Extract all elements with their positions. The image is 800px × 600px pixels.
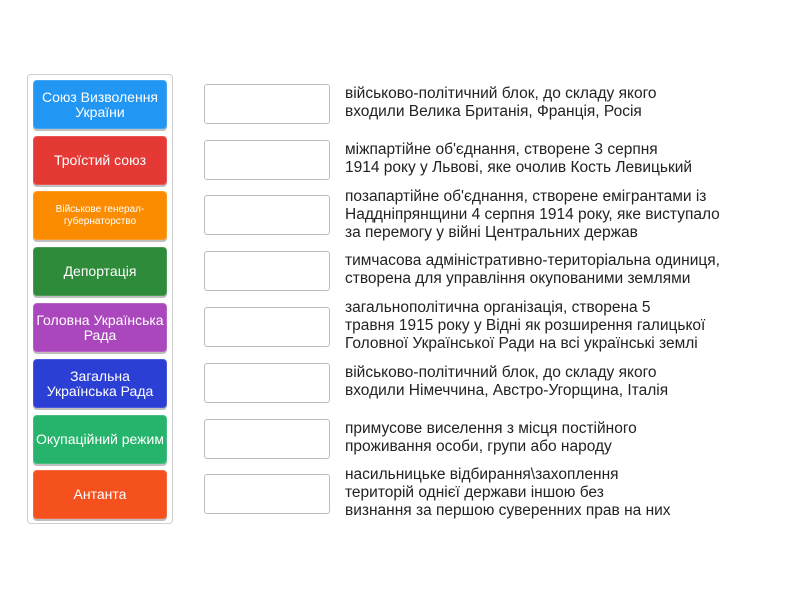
answer-slot-7[interactable] [204,419,330,459]
description-3: позапартійне об'єднання, створене емігрантами із Наддніпрянщини 4 серпня 1914 року, яке виступало за перемогу у війні Центральних держав [345,188,720,241]
description-1: військово-політичний блок, до складу якого входили Велика Британія, Франція, Росія [345,85,657,120]
answer-slot-5[interactable] [204,307,330,347]
tile-viiskove-heneral-hubernatorstvo[interactable]: Військове генерал-губернаторство [33,191,167,240]
tile-antanta[interactable]: Антанта [33,470,167,519]
tile-holovna-ukrainska-rada[interactable]: Головна Українська Рада [33,303,167,352]
description-5: загальнополітична організація, створена 5 травня 1915 року у Відні як розширення галицької Головної Української Ради на всі українські землі [345,299,706,352]
description-4: тимчасова адміністративно-територіальна одиниця, створена для управління окупованими землями [345,252,720,287]
tile-zahalna-ukrainska-rada[interactable]: Загальна Українська Рада [33,359,167,408]
answer-slot-6[interactable] [204,363,330,403]
tile-deportatsiia[interactable]: Депортація [33,247,167,296]
answer-slot-1[interactable] [204,84,330,124]
description-2: міжпартійне об'єднання, створене 3 серпня 1914 року у Львові, яке очолив Кость Левицький [345,141,693,176]
description-6: військово-політичний блок, до складу якого входили Німеччина, Австро-Угорщина, Італія [345,364,669,399]
tile-troistyi-soiuz[interactable]: Троїстий союз [33,136,167,185]
tile-soiuz-vyzvolennia-ukrainy[interactable]: Союз Визволення України [33,80,167,129]
answer-slot-4[interactable] [204,251,330,291]
answer-slot-3[interactable] [204,195,330,235]
answer-slot-8[interactable] [204,474,330,514]
description-8: насильницьке відбирання\захоплення територій однієї держави іншою без визнання за першою суверенних прав на них [345,466,671,519]
description-7: примусове виселення з місця постійного проживання особи, групи або народу [345,420,637,455]
answer-slot-2[interactable] [204,140,330,180]
tile-okupatsiinyi-rezhym[interactable]: Окупаційний режим [33,415,167,464]
